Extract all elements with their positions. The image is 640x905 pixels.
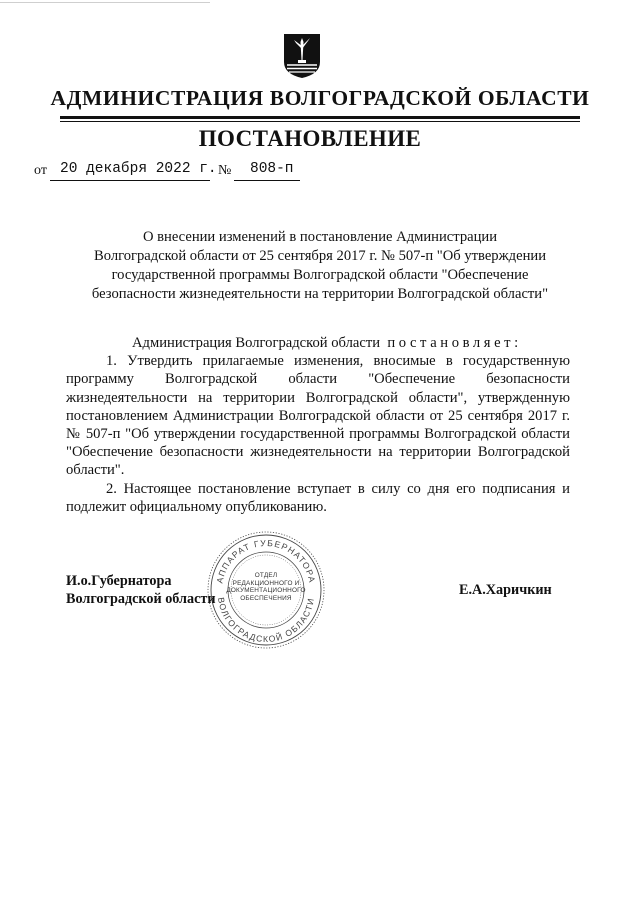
decree-title: ПОСТАНОВЛЕНИЕ <box>198 126 422 151</box>
date-underline <box>50 180 210 181</box>
header-rule-thin <box>60 121 580 122</box>
seal-inner-text: ОТДЕЛ РЕДАКЦИОННОГО И ДОКУМЕНТАЦИОННОГО ОБЕСПЕЧЕНИЯ <box>226 572 306 602</box>
body-paragraph-2: 2. Настоящее постановление вступает в силу со дня его подписания и подлежит официальному опубликованию. <box>66 480 570 515</box>
decree-date: 20 декабря 2022 г. <box>60 161 217 177</box>
scan-edge-line <box>0 2 210 3</box>
date-prefix: от <box>34 163 47 178</box>
signer-name: Е.А.Харичкин <box>459 582 552 598</box>
signer-position: И.о.Губернатора Волгоградской области <box>66 573 216 607</box>
body-paragraph-1: 1. Утвердить прилагаемые изменения, вносимые в государственную программу Волгоградской области "Обеспечение безопасности жизнедеятельности на территории Волгоградской области", утвержденную постановлением Администрации Волгоградской области от 25 сентября 2017 г. № 507-п "Об утверждении государственной программы Волгоградской области "Обеспечение безопасности жизнедеятельности на территории Волгоградской области". <box>66 353 570 479</box>
subject-line: О внесении изменений в постановление Администрации <box>142 229 498 245</box>
volgograd-emblem-icon <box>282 32 322 80</box>
seal-ring-bottom: ВОЛГОГРАДСКОЙ ОБЛАСТИ <box>216 596 316 645</box>
subject-line: Волгоградской области от 25 сентября 2017 г. № 507-п "Об утверждении <box>93 248 547 264</box>
header-rule-thick <box>60 116 580 119</box>
body-intro: Администрация Волгоградской области постановляет: <box>132 335 522 351</box>
resolves-word: постановляет: <box>387 335 522 351</box>
decree-number: 808-п <box>250 161 294 177</box>
svg-text:ВОЛГОГРАДСКОЙ ОБЛАСТИ <box>216 597 316 644</box>
seal-ring-top: АППАРАТ ГУБЕРНАТОРА <box>214 537 318 585</box>
number-underline <box>234 180 300 181</box>
subject-line: государственной программы Волгоградской области "Обеспечение <box>111 267 529 283</box>
subject-line: безопасности жизнедеятельности на территории Волгоградской области" <box>91 286 549 302</box>
number-prefix: № <box>218 163 232 178</box>
administration-title: АДМИНИСТРАЦИЯ ВОЛГОГРАДСКОЙ ОБЛАСТИ <box>50 86 590 110</box>
decree-subject <box>70 228 570 304</box>
decree-body <box>66 334 570 516</box>
